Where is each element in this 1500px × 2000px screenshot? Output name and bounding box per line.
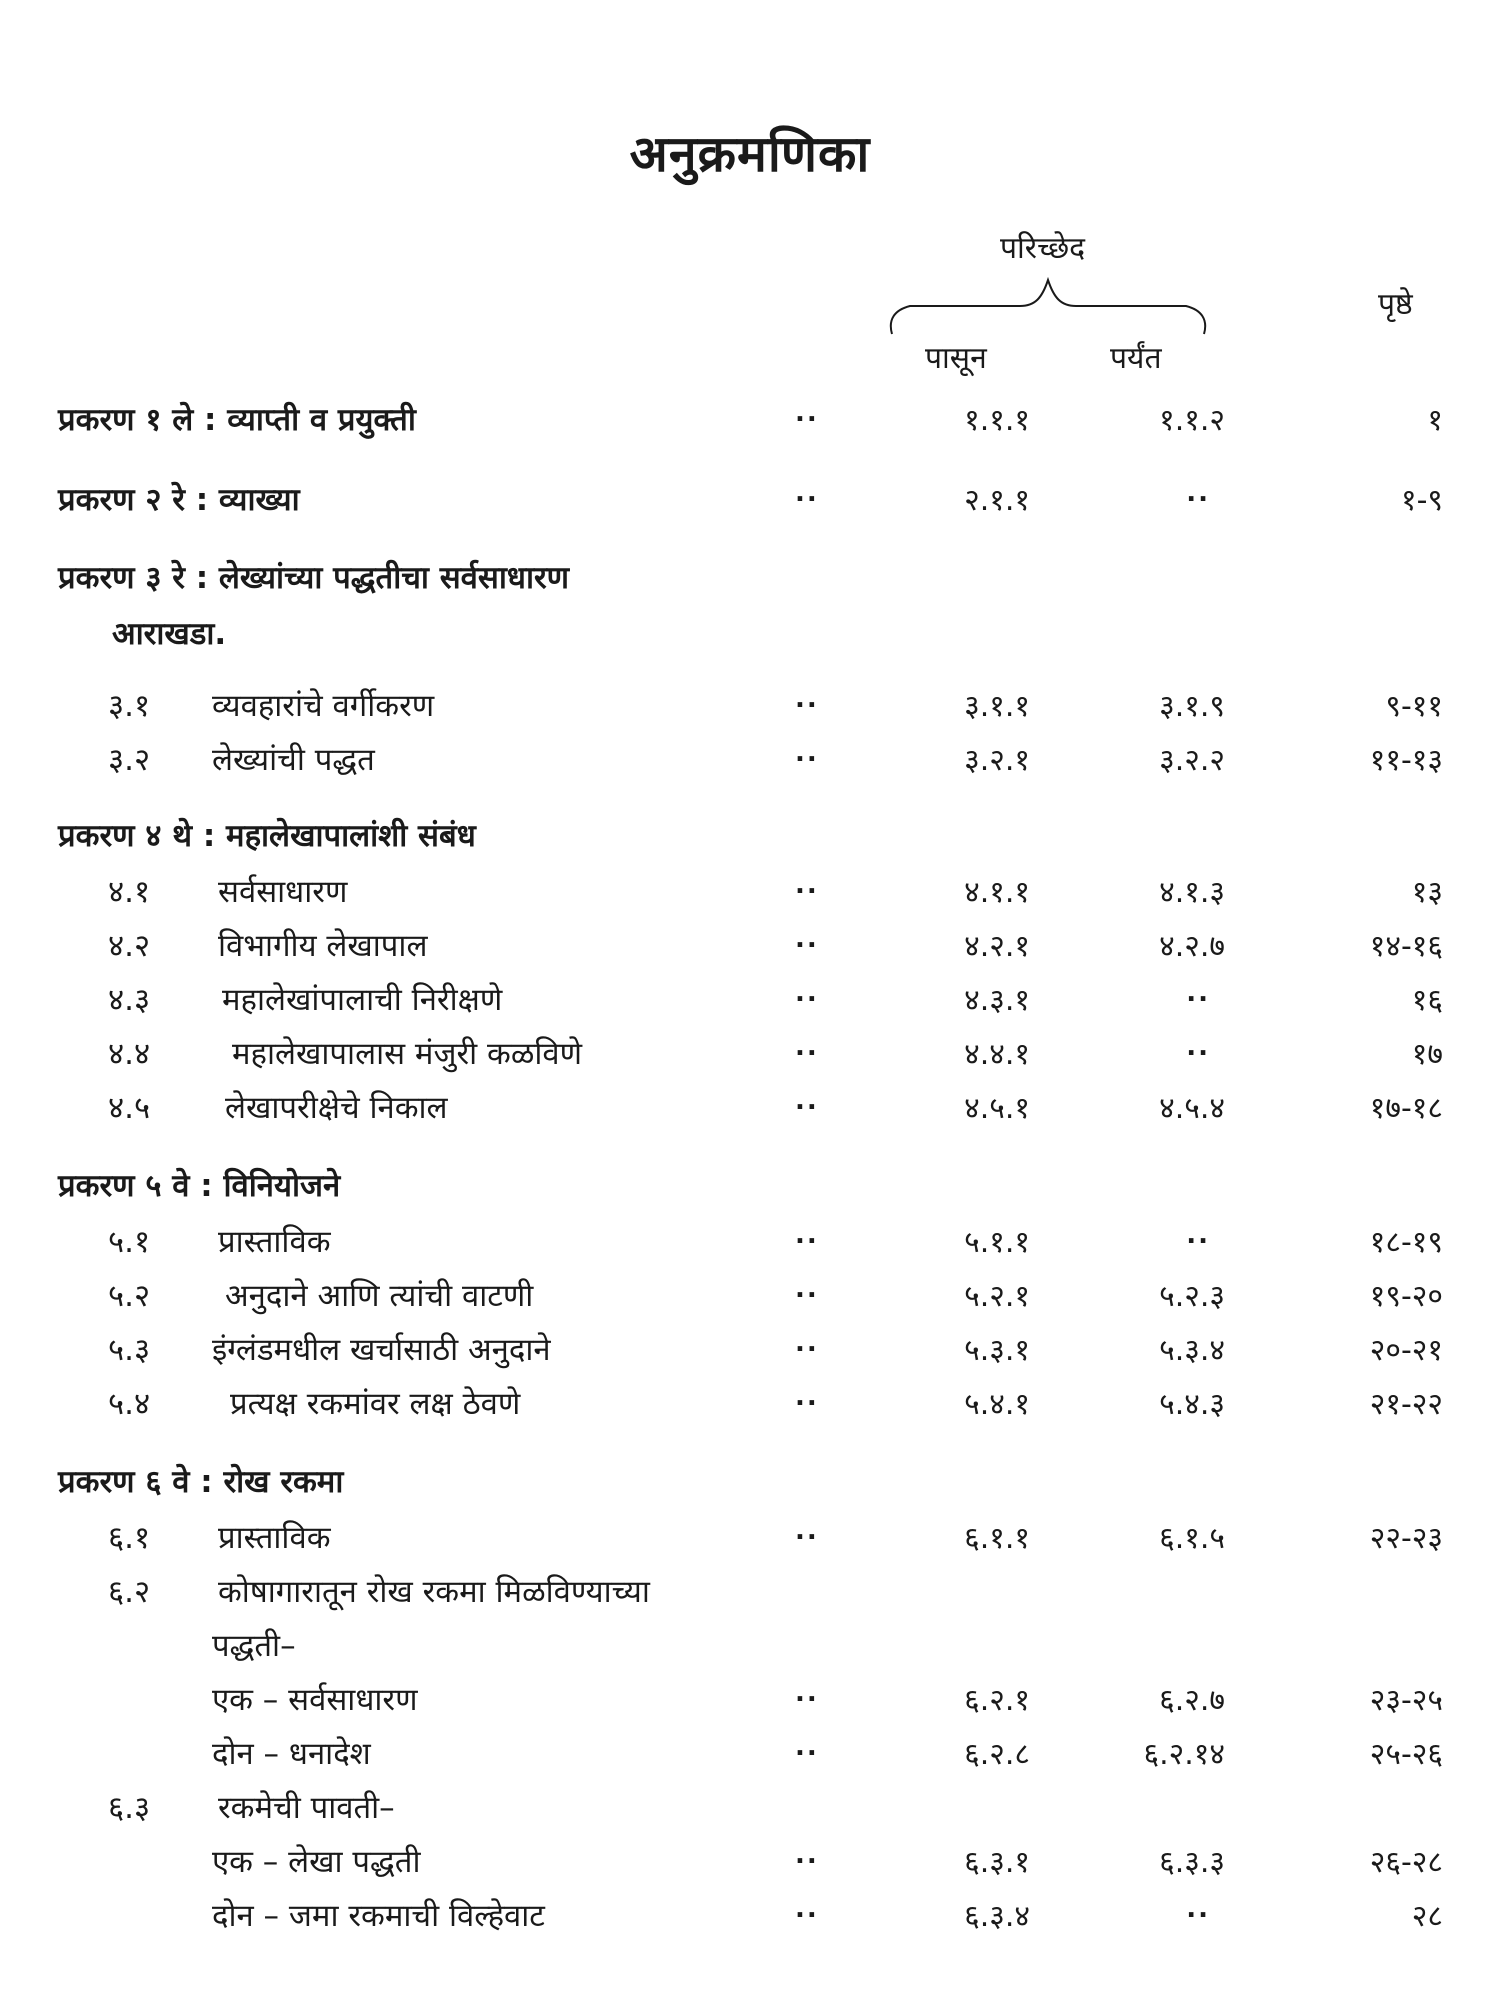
section-number: ४.३ bbox=[108, 982, 151, 1018]
from-column-header: पासून bbox=[925, 341, 987, 376]
toc-row-section-5-1 bbox=[0, 1220, 1500, 1268]
page-number: २८ bbox=[1411, 1899, 1443, 1934]
section-number: ५.३ bbox=[108, 1332, 151, 1368]
toc-row-section-4-2 bbox=[0, 924, 1500, 972]
paragraph-from: ६.२.१ bbox=[964, 1683, 1030, 1718]
page-number: १७ bbox=[1411, 1037, 1443, 1072]
section-number: ५.२ bbox=[108, 1278, 151, 1314]
paragraph-from: ४.४.१ bbox=[964, 1037, 1030, 1072]
section-number: ३.१ bbox=[108, 688, 151, 724]
section-title: प्रास्ताविक bbox=[218, 1224, 331, 1260]
paragraph-to: ५.२.३ bbox=[1159, 1279, 1225, 1314]
section-number: ६.२ bbox=[108, 1574, 151, 1610]
toc-row-section-6-2-cont bbox=[0, 1624, 1500, 1672]
page-number: १८-१९ bbox=[1369, 1225, 1443, 1260]
toc-row-section-6-1 bbox=[0, 1516, 1500, 1564]
toc-row-section-5-4 bbox=[0, 1382, 1500, 1430]
leader-dots: .. bbox=[795, 738, 819, 768]
toc-row-section-6-2-a bbox=[0, 1678, 1500, 1726]
paragraph-to: .. bbox=[1186, 1220, 1210, 1250]
chapter-title: प्रकरण ६ वे : रोख रकमा bbox=[58, 1464, 344, 1500]
paragraph-from: ४.५.१ bbox=[964, 1091, 1030, 1126]
leader-dots: .. bbox=[795, 1274, 819, 1304]
toc-row-section-6-2-b bbox=[0, 1732, 1500, 1780]
leader-dots: .. bbox=[795, 870, 819, 900]
section-number: ५.४ bbox=[108, 1386, 151, 1422]
section-title: महालेखापालास मंजुरी कळविणे bbox=[232, 1036, 583, 1072]
paragraph-from: ५.२.१ bbox=[964, 1279, 1030, 1314]
toc-row-chapter-6 bbox=[0, 1460, 1500, 1508]
subsection-title: दोन – धनादेश bbox=[212, 1736, 371, 1772]
paragraph-to: ४.५.४ bbox=[1159, 1091, 1225, 1126]
section-title: इंग्लंडमधील खर्चासाठी अनुदाने bbox=[212, 1332, 551, 1368]
paragraph-from: ३.१.१ bbox=[964, 689, 1030, 724]
pages-column-header: पृष्ठे bbox=[1378, 287, 1413, 322]
section-title: सर्वसाधारण bbox=[218, 874, 348, 910]
toc-row-chapter-4 bbox=[0, 814, 1500, 862]
section-title-continued: पद्धती– bbox=[212, 1628, 296, 1664]
paragraph-to: .. bbox=[1186, 1032, 1210, 1062]
chapter-title-continued: आराखडा. bbox=[112, 616, 227, 652]
toc-row-section-3-2 bbox=[0, 738, 1500, 786]
toc-row-section-4-3 bbox=[0, 978, 1500, 1026]
paragraph-from: २.१.१ bbox=[964, 483, 1030, 518]
page-number: १४-१६ bbox=[1369, 929, 1443, 964]
section-number: ६.१ bbox=[108, 1520, 151, 1556]
leader-dots: .. bbox=[795, 1086, 819, 1116]
subsection-title: दोन – जमा रकमाची विल्हेवाट bbox=[212, 1898, 545, 1934]
section-number: ४.१ bbox=[108, 874, 151, 910]
paragraph-to: ६.३.३ bbox=[1159, 1845, 1225, 1880]
section-title: लेख्यांची पद्धत bbox=[212, 742, 375, 778]
paragraph-from: ५.१.१ bbox=[964, 1225, 1030, 1260]
paragraph-from: ४.१.१ bbox=[964, 875, 1030, 910]
section-title: विभागीय लेखापाल bbox=[218, 928, 428, 964]
section-number: ४.५ bbox=[108, 1090, 151, 1126]
toc-row-chapter-1 bbox=[0, 398, 1500, 446]
paragraph-to: ६.१.५ bbox=[1159, 1521, 1225, 1556]
leader-dots: .. bbox=[795, 1732, 819, 1762]
leader-dots: .. bbox=[795, 398, 819, 428]
leader-dots: .. bbox=[795, 1678, 819, 1708]
toc-row-chapter-3-cont bbox=[0, 612, 1500, 660]
paragraph-from: १.१.१ bbox=[964, 403, 1030, 438]
toc-row-section-5-3 bbox=[0, 1328, 1500, 1376]
paragraph-to: ५.४.३ bbox=[1159, 1387, 1225, 1422]
paragraph-to: ६.२.१४ bbox=[1143, 1737, 1225, 1772]
paragraph-to: ४.१.३ bbox=[1159, 875, 1225, 910]
leader-dots: .. bbox=[795, 978, 819, 1008]
page-number: १-९ bbox=[1400, 483, 1443, 518]
toc-row-section-6-2 bbox=[0, 1570, 1500, 1618]
section-number: ३.२ bbox=[108, 742, 151, 778]
page-title: अनुक्रमणिका bbox=[629, 125, 871, 183]
section-number: ५.१ bbox=[108, 1224, 151, 1260]
paragraph-from: ५.३.१ bbox=[964, 1333, 1030, 1368]
page-number: ११-१३ bbox=[1369, 743, 1443, 778]
section-title: अनुदाने आणि त्यांची वाटणी bbox=[225, 1278, 534, 1314]
section-title: व्यवहारांचे वर्गीकरण bbox=[212, 688, 435, 724]
paragraph-to: ३.१.९ bbox=[1159, 689, 1225, 724]
leader-dots: .. bbox=[795, 924, 819, 954]
chapter-title: प्रकरण २ रे : व्याख्या bbox=[58, 482, 300, 518]
paragraph-to: .. bbox=[1186, 478, 1210, 508]
toc-row-section-5-2 bbox=[0, 1274, 1500, 1322]
page-number: २२-२३ bbox=[1369, 1521, 1443, 1556]
paragraph-to: ५.३.४ bbox=[1159, 1333, 1225, 1368]
toc-row-section-4-1 bbox=[0, 870, 1500, 918]
paragraph-to: १.१.२ bbox=[1159, 403, 1225, 438]
paragraph-to: ४.२.७ bbox=[1159, 929, 1225, 964]
section-title: लेखापरीक्षेचे निकाल bbox=[225, 1090, 448, 1126]
subsection-title: एक – लेखा पद्धती bbox=[212, 1844, 421, 1880]
leader-dots: .. bbox=[795, 478, 819, 508]
paragraph-from: ६.२.८ bbox=[964, 1737, 1030, 1772]
toc-row-section-6-3-b bbox=[0, 1894, 1500, 1942]
paragraph-brace-icon bbox=[880, 272, 1220, 342]
paragraph-from: ६.३.४ bbox=[964, 1899, 1030, 1934]
toc-row-section-6-3 bbox=[0, 1786, 1500, 1834]
paragraph-to: .. bbox=[1186, 1894, 1210, 1924]
page-number: २०-२१ bbox=[1369, 1333, 1443, 1368]
paragraph-from: ३.२.१ bbox=[964, 743, 1030, 778]
toc-row-section-3-1 bbox=[0, 684, 1500, 732]
subsection-title: एक – सर्वसाधारण bbox=[212, 1682, 418, 1718]
paragraph-from: ५.४.१ bbox=[964, 1387, 1030, 1422]
page-number: १७-१८ bbox=[1369, 1091, 1443, 1126]
paragraph-to: .. bbox=[1186, 978, 1210, 1008]
section-title: कोषागारातून रोख रकमा मिळविण्याच्या bbox=[218, 1574, 650, 1610]
to-column-header: पर्यंत bbox=[1110, 341, 1162, 376]
leader-dots: .. bbox=[795, 1382, 819, 1412]
toc-row-section-4-5 bbox=[0, 1086, 1500, 1134]
leader-dots: .. bbox=[795, 1894, 819, 1924]
toc-row-section-4-4 bbox=[0, 1032, 1500, 1080]
chapter-title: प्रकरण ५ वे : विनियोजने bbox=[58, 1168, 341, 1204]
toc-row-chapter-3 bbox=[0, 556, 1500, 604]
section-number: ४.२ bbox=[108, 928, 151, 964]
page-number: २३-२५ bbox=[1369, 1683, 1443, 1718]
section-title: प्रत्यक्ष रकमांवर लक्ष ठेवणे bbox=[230, 1386, 521, 1422]
section-title: प्रास्ताविक bbox=[218, 1520, 331, 1556]
leader-dots: .. bbox=[795, 1032, 819, 1062]
section-title: रकमेची पावती– bbox=[218, 1790, 395, 1826]
chapter-title: प्रकरण ४ थे : महालेखापालांशी संबंध bbox=[58, 818, 476, 854]
page-number: १९-२० bbox=[1369, 1279, 1443, 1314]
leader-dots: .. bbox=[795, 1328, 819, 1358]
paragraph-from: ४.२.१ bbox=[964, 929, 1030, 964]
page-number: २१-२२ bbox=[1369, 1387, 1443, 1422]
leader-dots: .. bbox=[795, 1220, 819, 1250]
section-number: ४.४ bbox=[108, 1036, 151, 1072]
paragraph-from: ४.३.१ bbox=[964, 983, 1030, 1018]
page-number: २६-२८ bbox=[1369, 1845, 1443, 1880]
page-number: २५-२६ bbox=[1369, 1737, 1443, 1772]
paragraph-to: ६.२.७ bbox=[1159, 1683, 1225, 1718]
page-number: १ bbox=[1427, 403, 1443, 438]
paragraph-from: ६.१.१ bbox=[964, 1521, 1030, 1556]
paragraph-column-header: परिच्छेद bbox=[1000, 231, 1086, 266]
leader-dots: .. bbox=[795, 684, 819, 714]
page-number: ९-११ bbox=[1385, 689, 1443, 724]
chapter-title: प्रकरण ३ रे : लेख्यांच्या पद्धतीचा सर्वसाधारण bbox=[58, 560, 570, 596]
toc-row-chapter-2 bbox=[0, 478, 1500, 526]
page-number: १६ bbox=[1411, 983, 1443, 1018]
paragraph-from: ६.३.१ bbox=[964, 1845, 1030, 1880]
section-title: महालेखांपालाची निरीक्षणे bbox=[222, 982, 503, 1018]
leader-dots: .. bbox=[795, 1840, 819, 1870]
page-number: १३ bbox=[1411, 875, 1443, 910]
toc-row-chapter-5 bbox=[0, 1164, 1500, 1212]
leader-dots: .. bbox=[795, 1516, 819, 1546]
chapter-title: प्रकरण १ ले : व्याप्ती व प्रयुक्ती bbox=[58, 402, 416, 438]
paragraph-to: ३.२.२ bbox=[1159, 743, 1225, 778]
toc-row-section-6-3-a bbox=[0, 1840, 1500, 1888]
section-number: ६.३ bbox=[108, 1790, 151, 1826]
